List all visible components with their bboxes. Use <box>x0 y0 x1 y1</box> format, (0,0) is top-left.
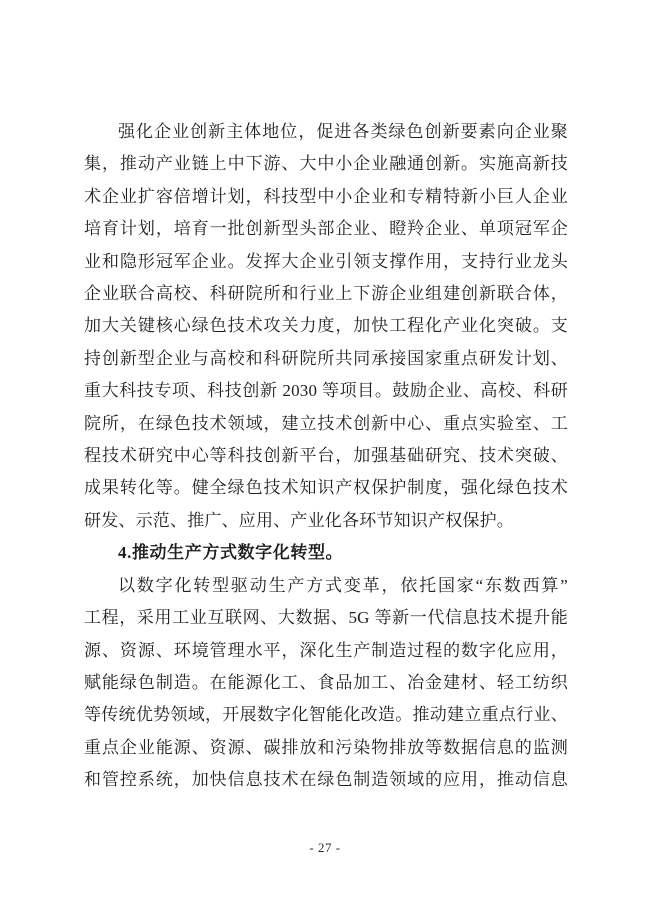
text-line: 以数字化转型驱动生产方式变革，依托国家“东数西算” <box>118 575 568 595</box>
text-line: 等传统优势领域，开展数字化智能化改造。推动建立重点行业、 <box>84 705 568 725</box>
text-line: 企业联合高校、科研院所和行业上下游企业组建创新联合体， <box>84 284 568 304</box>
section-heading: 4.推动生产方式数字化转型。 <box>118 543 344 563</box>
text-line: 成果转化等。健全绿色技术知识产权保护制度，强化绿色技术 <box>84 478 568 498</box>
text-line: 赋能绿色制造。在能源化工、食品加工、冶金建材、轻工纺织 <box>84 672 568 692</box>
text-line: 业和隐形冠军企业。发挥大企业引领支撑作用，支持行业龙头 <box>84 251 568 271</box>
page-footer <box>0 840 650 856</box>
text-line: 程技术研究中心等科技创新平台，加强基础研究、技术突破、 <box>84 446 568 466</box>
text-line: 工程，采用工业互联网、大数据、5G 等新一代信息技术提升能 <box>84 608 568 628</box>
text-line: 加大关键核心绿色技术攻关力度，加快工程化产业化突破。支 <box>84 316 568 336</box>
text-line: 持创新型企业与高校和科研院所共同承接国家重点研发计划、 <box>84 348 568 368</box>
text-line: 强化企业创新主体地位，促进各类绿色创新要素向企业聚 <box>118 122 568 141</box>
text-line: 和管控系统，加快信息技术在绿色制造领域的应用，推动信息 <box>84 770 568 790</box>
text-line: 源、资源、环境管理水平，深化生产制造过程的数字化应用， <box>84 640 568 660</box>
text-line: 培育计划，培育一批创新型头部企业、瞪羚企业、单项冠军企 <box>84 219 568 239</box>
text-line: 研发、示范、推广、应用、产业化各环节知识产权保护。 <box>84 510 514 530</box>
text-line: 集，推动产业链上中下游、大中小企业融通创新。实施高新技 <box>84 154 568 174</box>
text-line: 术企业扩容倍增计划，科技型中小企业和专精特新小巨人企业 <box>84 186 568 206</box>
page-body <box>84 116 568 797</box>
page-number: - 27 - <box>309 840 341 855</box>
text-line: 院所，在绿色技术领域，建立技术创新中心、重点实验室、工 <box>84 413 568 433</box>
text-line: 重大科技专项、科技创新 2030 等项目。鼓励企业、高校、科研 <box>84 381 568 401</box>
text-line: 重点企业能源、资源、碳排放和污染物排放等数据信息的监测 <box>84 737 568 757</box>
